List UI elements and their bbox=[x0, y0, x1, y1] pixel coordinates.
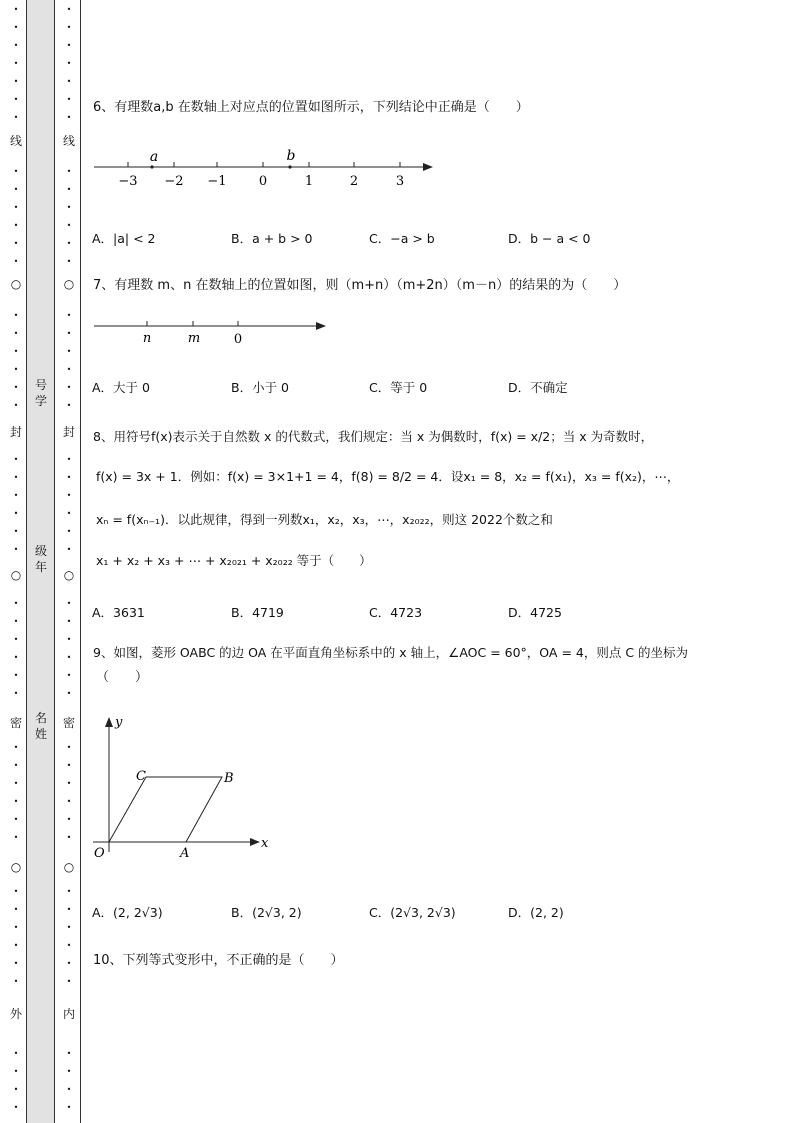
binding-dot: • bbox=[13, 491, 19, 500]
binding-dot: • bbox=[66, 527, 72, 536]
q9-y-axis-label: y bbox=[115, 715, 123, 730]
field-ji-nian: 级年 bbox=[34, 544, 47, 574]
binding-dot: • bbox=[13, 311, 19, 320]
q7-stem: 7、有理数 m、n 在数轴上的位置如图，则（m+n）（m+2n）（m－n）的结果的为（ ） bbox=[93, 278, 627, 293]
binding-dot: • bbox=[66, 833, 72, 842]
binding-dot: • bbox=[13, 671, 19, 680]
q9-option-c[interactable]: C．(2√3, 2√3) bbox=[369, 905, 456, 920]
binding-dot: • bbox=[66, 473, 72, 482]
binding-dot: • bbox=[13, 941, 19, 950]
q9-x-axis-label: x bbox=[261, 836, 269, 851]
binding-dot: • bbox=[66, 383, 72, 392]
q6-option-d[interactable]: D．b − a < 0 bbox=[508, 231, 591, 246]
q6-tick-label: 3 bbox=[395, 174, 405, 189]
q8-line-4: x₁ + x₂ + x₃ + ⋯ + x₂₀₂₁ + x₂₀₂₂ 等于（ ） bbox=[96, 553, 372, 568]
q6-tick-label: 1 bbox=[304, 174, 314, 189]
q8-option-d[interactable]: D．4725 bbox=[508, 605, 562, 620]
q6-point-a-label: a bbox=[149, 149, 159, 165]
binding-dot: • bbox=[13, 23, 19, 32]
binding-dot: • bbox=[66, 905, 72, 914]
left-mark-circle-2: ○ bbox=[10, 568, 22, 582]
q6-tick-label: −3 bbox=[118, 174, 138, 189]
q9-rhombus-figure bbox=[88, 712, 278, 862]
binding-dot: • bbox=[66, 671, 72, 680]
q9-label-o: O bbox=[94, 846, 105, 861]
q6-option-b[interactable]: B．a + b > 0 bbox=[231, 231, 313, 246]
binding-dot: • bbox=[66, 1103, 72, 1112]
binding-dot: • bbox=[13, 113, 19, 122]
binding-dot: • bbox=[66, 401, 72, 410]
binding-dot: • bbox=[66, 239, 72, 248]
binding-dot: • bbox=[13, 599, 19, 608]
q7-option-b[interactable]: B．小于 0 bbox=[231, 380, 290, 395]
binding-dot: • bbox=[13, 761, 19, 770]
binding-dot: • bbox=[66, 1067, 72, 1076]
binding-dot: • bbox=[13, 743, 19, 752]
binding-dot: • bbox=[13, 545, 19, 554]
binding-dot: • bbox=[13, 815, 19, 824]
q6-point-b-label: b bbox=[286, 148, 296, 164]
binding-dot: • bbox=[13, 455, 19, 464]
binding-dot: • bbox=[13, 329, 19, 338]
binding-dot: • bbox=[66, 977, 72, 986]
q7-label-m: m bbox=[187, 331, 201, 346]
left-mark-circle-1: ○ bbox=[10, 277, 22, 291]
binding-border-line bbox=[80, 0, 81, 1123]
right-mark-circle-3: ○ bbox=[63, 860, 75, 874]
binding-dot: • bbox=[13, 779, 19, 788]
q8-line-1: 8、用符号f(x)表示关于自然数 x 的代数式，我们规定：当 x 为偶数时，f(x) = x/2；当 x 为奇数时， bbox=[93, 429, 654, 444]
left-mark-feng: 封 bbox=[9, 425, 22, 439]
q8-option-a[interactable]: A．3631 bbox=[92, 605, 145, 620]
binding-dot: • bbox=[66, 941, 72, 950]
q8-line-2: f(x) = 3x + 1．例如：f(x) = 3×1+1 = 4，f(8) = 8/2 = 4．设x₁ = 8，x₂ = f(x₁)，x₃ = f(x₂)，⋯， bbox=[96, 469, 680, 484]
binding-dot: • bbox=[66, 95, 72, 104]
q9-label-a: A bbox=[180, 846, 190, 861]
binding-dot: • bbox=[66, 365, 72, 374]
binding-dot: • bbox=[66, 185, 72, 194]
binding-dot: • bbox=[13, 689, 19, 698]
q8-option-b[interactable]: B．4719 bbox=[231, 605, 284, 620]
q10-stem: 10、下列等式变形中，不正确的是（ ） bbox=[93, 953, 344, 968]
right-mark-mi: 密 bbox=[62, 716, 75, 730]
binding-dot: • bbox=[13, 203, 19, 212]
binding-dot: • bbox=[13, 653, 19, 662]
right-mark-circle-1: ○ bbox=[63, 277, 75, 291]
q8-option-c[interactable]: C．4723 bbox=[369, 605, 423, 620]
q6-option-c[interactable]: C．−a > b bbox=[369, 231, 435, 246]
right-mark-xian: 线 bbox=[62, 134, 75, 148]
left-mark-circle-3: ○ bbox=[10, 860, 22, 874]
binding-dot: • bbox=[66, 59, 72, 68]
binding-dot: • bbox=[13, 1103, 19, 1112]
right-mark-circle-2: ○ bbox=[63, 568, 75, 582]
q7-option-d[interactable]: D．不确定 bbox=[508, 380, 568, 395]
binding-dot: • bbox=[13, 383, 19, 392]
q6-tick-label: −1 bbox=[207, 174, 227, 189]
q9-label-b: B bbox=[224, 771, 234, 786]
binding-dot: • bbox=[66, 545, 72, 554]
binding-dot: • bbox=[66, 635, 72, 644]
binding-dot: • bbox=[13, 257, 19, 266]
binding-dot: • bbox=[13, 905, 19, 914]
binding-dot: • bbox=[13, 401, 19, 410]
binding-dot: • bbox=[13, 473, 19, 482]
binding-dot: • bbox=[13, 1067, 19, 1076]
binding-dot: • bbox=[13, 95, 19, 104]
binding-dot: • bbox=[13, 959, 19, 968]
q7-number-line bbox=[90, 314, 335, 348]
q6-number-line bbox=[90, 145, 440, 190]
binding-dot: • bbox=[13, 1049, 19, 1058]
q7-option-a[interactable]: A．大于 0 bbox=[92, 380, 150, 395]
binding-dot: • bbox=[66, 1085, 72, 1094]
right-mark-feng: 封 bbox=[62, 425, 75, 439]
binding-dot: • bbox=[13, 797, 19, 806]
q9-option-b[interactable]: B．(2√3, 2) bbox=[231, 905, 302, 920]
q9-line-2: （ ） bbox=[96, 670, 149, 685]
q9-line-1: 9、如图，菱形 OABC 的边 OA 在平面直角坐标系中的 x 轴上，∠AOC = 60°，OA = 4，则点 C 的坐标为 bbox=[93, 645, 689, 660]
binding-dot: • bbox=[66, 5, 72, 14]
binding-dot: • bbox=[66, 689, 72, 698]
binding-dot: • bbox=[66, 761, 72, 770]
binding-dot: • bbox=[13, 221, 19, 230]
binding-dot: • bbox=[66, 887, 72, 896]
binding-dot: • bbox=[66, 1049, 72, 1058]
binding-dot: • bbox=[66, 77, 72, 86]
binding-dot: • bbox=[66, 653, 72, 662]
binding-dot: • bbox=[13, 887, 19, 896]
binding-dot: • bbox=[13, 5, 19, 14]
binding-dot: • bbox=[66, 455, 72, 464]
binding-dot: • bbox=[66, 599, 72, 608]
q6-option-a[interactable]: A．|a| < 2 bbox=[92, 231, 156, 246]
field-hao-xue: 号学 bbox=[34, 378, 47, 408]
q6-stem: 6、有理数a,b 在数轴上对应点的位置如图所示，下列结论中正确是（ ） bbox=[93, 100, 529, 115]
binding-dot: • bbox=[13, 41, 19, 50]
binding-dot: • bbox=[66, 779, 72, 788]
binding-dot: • bbox=[66, 23, 72, 32]
binding-dot: • bbox=[66, 617, 72, 626]
q7-label-n: n bbox=[142, 331, 152, 346]
binding-margin bbox=[0, 0, 82, 1123]
binding-dot: • bbox=[13, 59, 19, 68]
left-mark-mi: 密 bbox=[9, 716, 22, 730]
binding-dot: • bbox=[66, 797, 72, 806]
binding-dot: • bbox=[66, 203, 72, 212]
binding-dot: • bbox=[13, 185, 19, 194]
binding-dot: • bbox=[13, 347, 19, 356]
q6-tick-label: 2 bbox=[349, 174, 359, 189]
q6-tick-label: 0 bbox=[258, 174, 268, 189]
binding-dot: • bbox=[13, 977, 19, 986]
left-mark-wai: 外 bbox=[9, 1007, 22, 1021]
binding-dot: • bbox=[66, 743, 72, 752]
q7-label-zero: 0 bbox=[233, 332, 243, 347]
binding-dot: • bbox=[13, 77, 19, 86]
binding-dot: • bbox=[66, 311, 72, 320]
binding-dot: • bbox=[66, 347, 72, 356]
binding-dot: • bbox=[13, 239, 19, 248]
binding-dot: • bbox=[66, 113, 72, 122]
field-ming-xing: 名姓 bbox=[34, 711, 47, 741]
left-mark-xian: 线 bbox=[9, 134, 22, 148]
binding-dot: • bbox=[66, 491, 72, 500]
binding-dot: • bbox=[13, 527, 19, 536]
binding-dot: • bbox=[66, 167, 72, 176]
binding-dot: • bbox=[13, 923, 19, 932]
binding-dot: • bbox=[66, 41, 72, 50]
q9-option-d[interactable]: D．(2, 2) bbox=[508, 905, 564, 920]
right-mark-nei: 内 bbox=[62, 1007, 75, 1021]
binding-dot: • bbox=[66, 959, 72, 968]
binding-dot: • bbox=[13, 1085, 19, 1094]
binding-dot: • bbox=[13, 635, 19, 644]
binding-dot: • bbox=[66, 923, 72, 932]
q9-option-a[interactable]: A．(2, 2√3) bbox=[92, 905, 163, 920]
binding-dot: • bbox=[66, 329, 72, 338]
q6-tick-label: −2 bbox=[164, 174, 184, 189]
binding-dot: • bbox=[13, 617, 19, 626]
binding-dot: • bbox=[66, 221, 72, 230]
binding-dot: • bbox=[13, 365, 19, 374]
binding-dot: • bbox=[66, 509, 72, 518]
binding-dot: • bbox=[66, 815, 72, 824]
q9-label-c: C bbox=[136, 769, 146, 784]
binding-dot: • bbox=[66, 257, 72, 266]
binding-dot: • bbox=[13, 833, 19, 842]
binding-dot: • bbox=[13, 167, 19, 176]
q8-line-3: xₙ = f(xₙ₋₁)．以此规律，得到一列数x₁，x₂，x₃，⋯，x₂₀₂₂，则这 2022个数之和 bbox=[96, 512, 553, 527]
binding-dot: • bbox=[13, 509, 19, 518]
q7-option-c[interactable]: C．等于 0 bbox=[369, 380, 428, 395]
